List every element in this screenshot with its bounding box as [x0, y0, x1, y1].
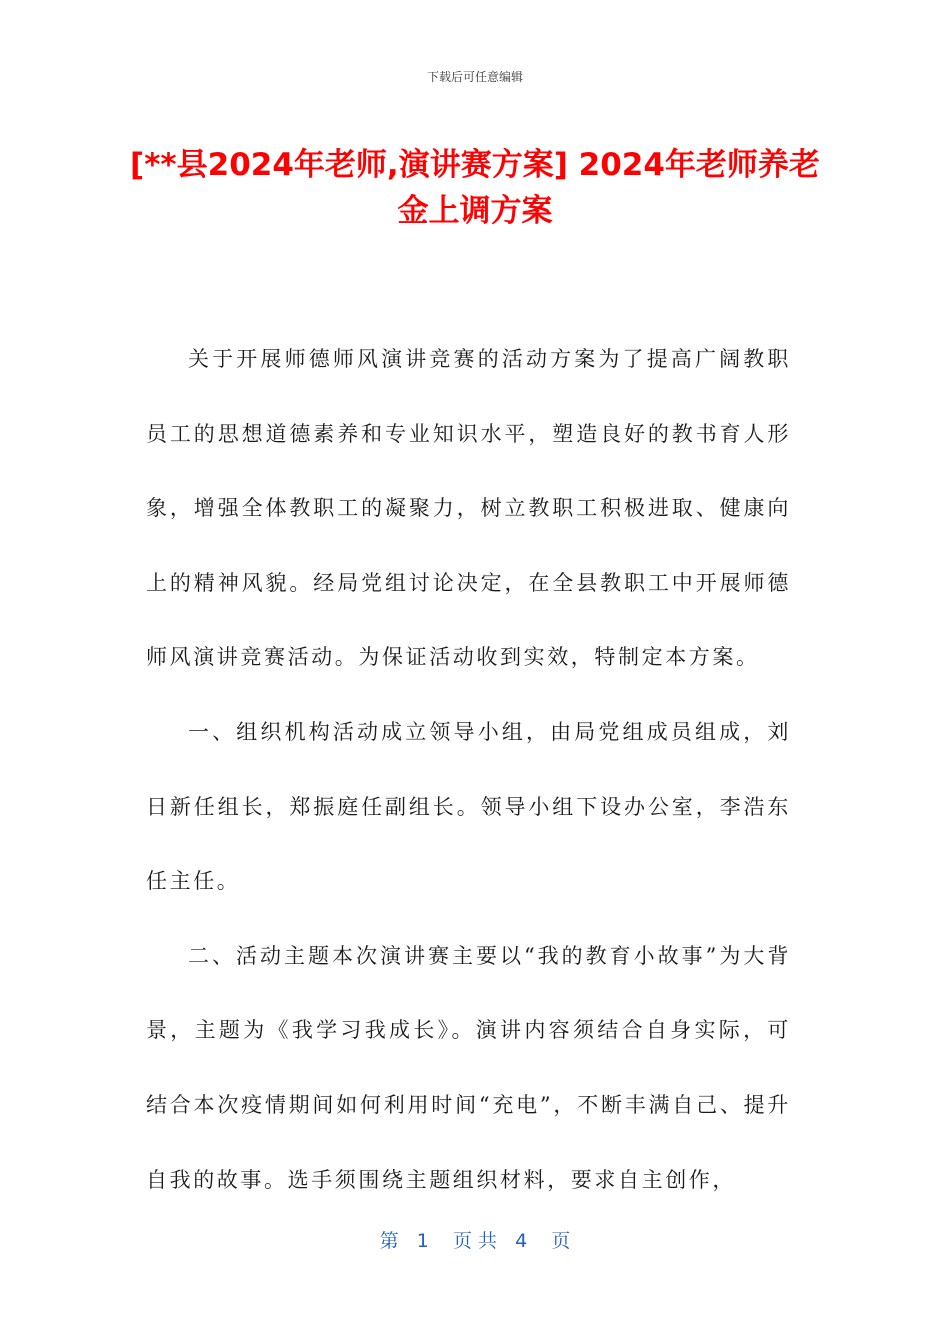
paragraph-theme: 二、活动主题本次演讲赛主要以“我的教育小故事”为大背景，主题为《我学习我成长》。演讲内容须结合自身实际，可结合本次疫情期间如何利用时间“充电”，不断丰满自己、提升自我的故事。选手须围绕主题组织材料，要求自主创作，: [146, 943, 791, 1192]
header-note: 下载后可任意编辑: [426, 70, 523, 84]
paragraph-organization: 一、组织机构活动成立领导小组，由局党组成员组成，刘日新任组长，郑振庭任副组长。领导小组下设办公室，李浩东任主任。: [146, 719, 791, 894]
document-title: [**县2024年老师,演讲赛方案] 2024年老师养老金上调方案: [130, 147, 820, 229]
paragraph-intro: 关于开展师德师风演讲竞赛的活动方案为了提高广阔教职员工的思想道德素养和专业知识水平，塑造良好的教书育人形象，增强全体教职工的凝聚力，树立教职工积极进取、健康向上的精神风貌。经局党组讨论决定，在全县教职工中开展师德师风演讲竞赛活动。为保证活动收到实效，特制定本方案。: [146, 347, 791, 670]
page-indicator: 第 1 页 共 4 页: [379, 1230, 571, 1252]
document-body: [146, 322, 791, 1217]
